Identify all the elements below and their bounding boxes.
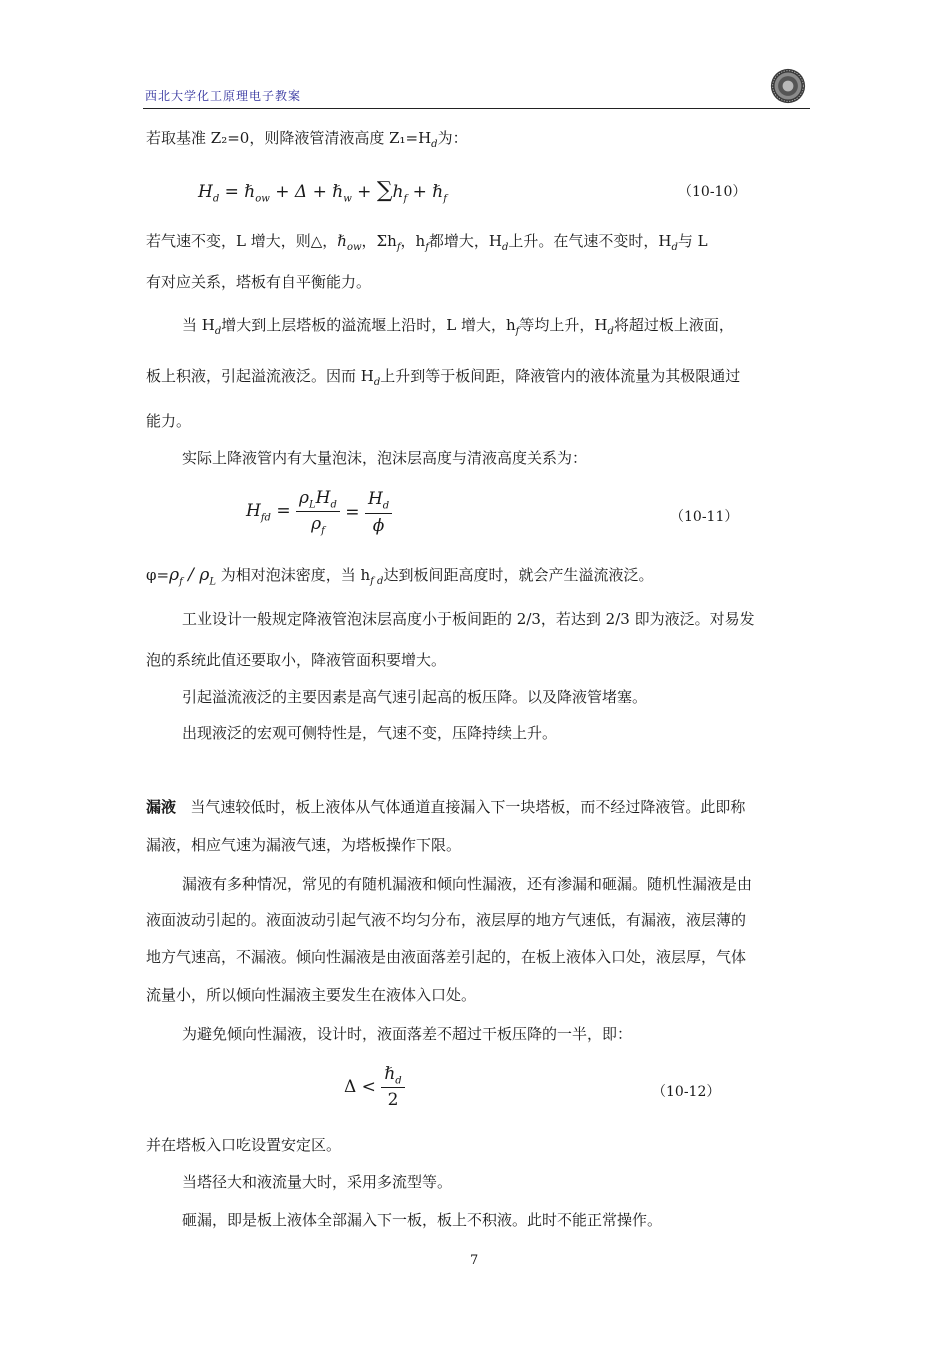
text-line: 若气速不变，L 增大，则△，ℏ$_{ow}$，$\Sigma h_f$，$h_f$都增大，$H_d$上升。在气速不变时，$H_d$与 L (146, 232, 708, 253)
text-line: 漏液 当气速较低时，板上液体从气体通道直接漏入下一块塔板，而不经过降液管。此即称 (146, 798, 746, 816)
text-line: 砸漏，即是板上液体全部漏入下一板，板上不积液。此时不能正常操作。 (182, 1211, 663, 1229)
text-line: 漏液有多种情况，常见的有随机漏液和倾向性漏液，还有渗漏和砸漏。随机性漏液是由 (182, 875, 753, 893)
text-line: 液面波动引起的。液面波动引起气液不均匀分布，液层厚的地方气速低，有漏液，液层薄的 (146, 911, 747, 929)
text-line: 为避免倾向性漏液，设计时，液面落差不超过干板压降的一半，即： (182, 1025, 633, 1043)
text-line: 出现液泛的宏观可侧特性是，气速不变，压降持续上升。 (182, 724, 558, 742)
text-line: 工业设计一般规定降液管泡沫层高度小于板间距的 2/3，若达到 2/3 即为液泛。对易发 (182, 610, 755, 628)
text-line: $\varphi=\rho_f / \rho_L$ 为相对泡沫密度，当 $h_{f d}$达到板间距高度时，就会产生溢流液泛。 (146, 565, 654, 588)
term-label: 漏液 (146, 798, 177, 816)
page-header (143, 68, 810, 109)
text-line: 并在塔板入口吃设置安定区。 (146, 1136, 342, 1154)
text-line: 当 $H_d$增大到上层塔板的溢流堰上沿时，L 增大，$h_f$等均上升，$H_d$将超过板上液面， (182, 316, 734, 337)
text-line: 板上积液，引起溢流液泛。因而 $H_d$上升到等于板间距，降液管内的液体流量为其极限通过 (146, 367, 741, 388)
equation-10-12: Δ < $\frac{\hbar_d}{2}$ (344, 1064, 405, 1110)
text-line: 实际上降液管内有大量泡沫，泡沫层高度与清液高度关系为： (182, 449, 588, 467)
university-seal-icon (770, 68, 806, 104)
header-title: 西北大学化工原理电子教案 (145, 89, 302, 103)
text-line: 若取基准 Z₂=0，则降液管清液高度 $Z_1=H_d$为： (146, 129, 468, 150)
page-number: 7 (470, 1253, 479, 1268)
equation-number: （10-10） (678, 184, 747, 200)
text-line: 漏液，相应气速为漏液气速，为塔板操作下限。 (146, 836, 462, 854)
text-line: 能力。 (146, 412, 192, 430)
text-line: 有对应关系，塔板有自平衡能力。 (146, 273, 372, 291)
text-line: 泡的系统此值还要取小，降液管面积要增大。 (146, 651, 447, 669)
equation-number: （10-12） (652, 1084, 721, 1100)
equation-number: （10-11） (670, 509, 739, 525)
equation-10-11: $H_{fd}$ = $\frac{\rho_LH_d}{\rho_f}$ = $\frac{H_d}{\phi}$ (246, 488, 392, 537)
equation-10-10: $H_d$ = ℏ$_{ow}$ + Δ + ℏ$_w$ + $\sum h_f$ + ℏ$_f$ (198, 178, 447, 205)
text-line: 流量小，所以倾向性漏液主要发生在液体入口处。 (146, 986, 477, 1004)
text-line: 当塔径大和液流量大时，采用多流型等。 (182, 1173, 453, 1191)
text-line: 引起溢流液泛的主要因素是高气速引起高的板压降。以及降液管堵塞。 (182, 688, 648, 706)
text-line: 地方气速高，不漏液。倾向性漏液是由液面落差引起的，在板上液体入口处，液层厚，气体 (146, 948, 747, 966)
